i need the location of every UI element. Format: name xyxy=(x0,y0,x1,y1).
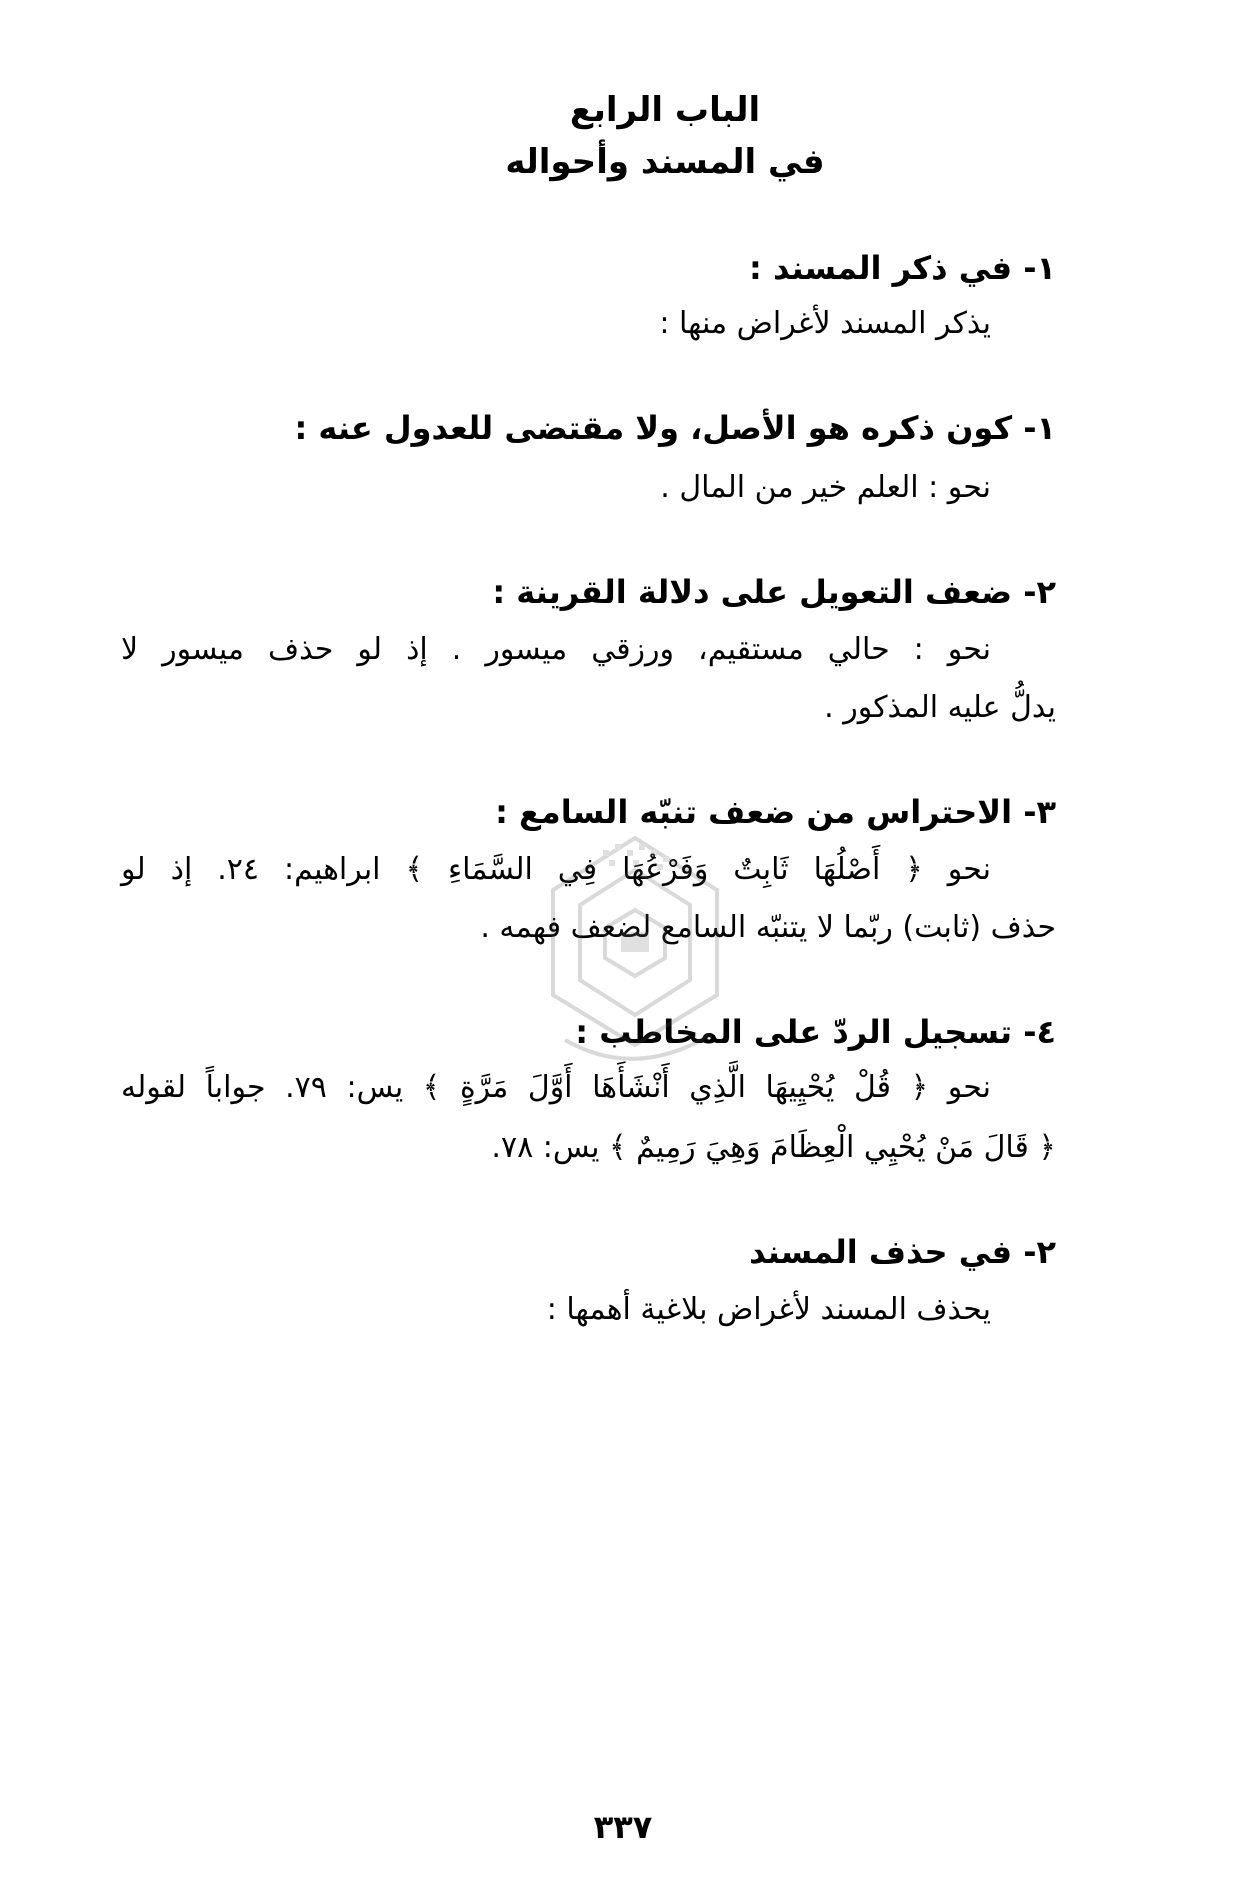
purpose-example-continued: حذف (ثابت) ربّما لا يتنبّه السامع لضعف فهمه . xyxy=(480,910,1056,945)
section-one-heading: ١- في ذكر المسند : xyxy=(749,249,1056,287)
section-two-heading: ٢- في حذف المسند xyxy=(749,1233,1056,1271)
purpose-example: نحو ﴿ قُلْ يُحْيِيهَا الَّذِي أَنْشَأَهَا أَوَّلَ مَرَّةٍ ﴾ يس: ٧٩. جواباً لقوله xyxy=(121,1070,991,1105)
section-one-intro: يذكر المسند لأغراض منها : xyxy=(659,306,991,341)
purpose-example: نحو ﴿ أَصْلُهَا ثَابِتٌ وَفَرْعُهَا فِي السَّمَاءِ ﴾ ابراهيم: ٢٤. إذ لو xyxy=(121,852,991,887)
purpose-example: نحو : العلم خير من المال . xyxy=(660,470,991,505)
purpose-example-continued: يدلُّ عليه المذكور . xyxy=(824,690,1056,725)
purpose-heading: ٤- تسجيل الردّ على المخاطب : xyxy=(575,1013,1056,1051)
purpose-example: نحو : حالي مستقيم، ورزقي ميسور . إذ لو حذف ميسور لا xyxy=(121,632,991,667)
section-two-intro: يحذف المسند لأغراض بلاغية أهمها : xyxy=(546,1292,991,1327)
purpose-heading: ٣- الاحتراس من ضعف تنبّه السامع : xyxy=(495,793,1056,831)
purpose-heading: ١- كون ذكره هو الأصل، ولا مقتضى للعدول عنه : xyxy=(294,409,1056,447)
chapter-subtitle: في المسند وأحواله xyxy=(505,142,825,182)
page-number: ٣٣٧ xyxy=(593,1808,653,1846)
purpose-heading: ٢- ضعف التعويل على دلالة القرينة : xyxy=(492,573,1056,611)
chapter-title: الباب الرابع xyxy=(569,90,761,130)
library-watermark-icon xyxy=(545,830,725,1080)
purpose-example-continued: ﴿ قَالَ مَنْ يُحْيِي الْعِظَامَ وَهِيَ رَمِيمٌ ﴾ يس: ٧٨. xyxy=(491,1130,1056,1165)
